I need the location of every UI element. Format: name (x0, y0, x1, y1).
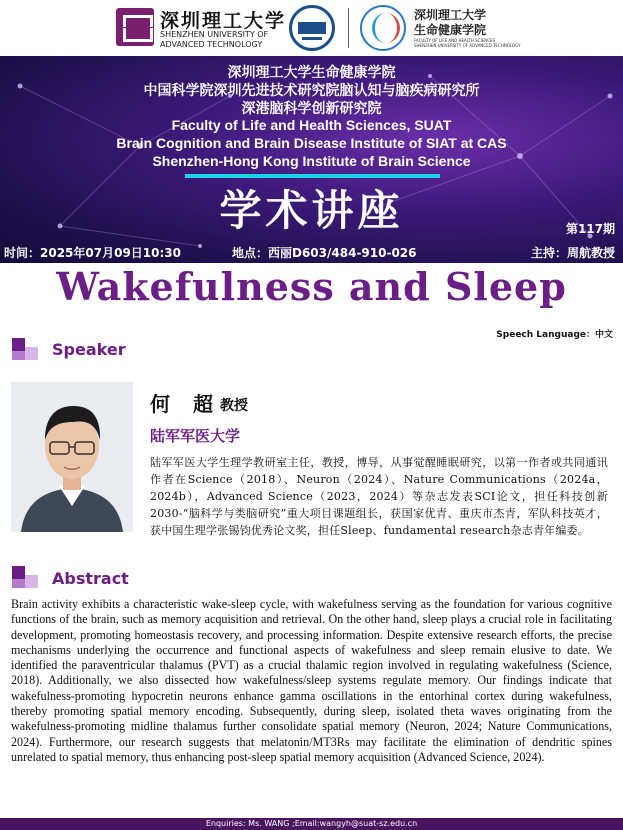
event-info-row (0, 242, 623, 263)
org-en-2: Brain Cognition and Brain Disease Institute of SIAT at CAS (116, 135, 507, 151)
suat-name-cn: 深圳理工大学 (160, 10, 287, 32)
footer-enquiries: Enquiries: Ms. WANG ;Email:wangyh@suat-sz.edu.cn (0, 818, 623, 830)
speaker-photo (11, 382, 133, 532)
school-seal-icon (360, 5, 406, 51)
logo-bar (0, 0, 623, 56)
event-time: 时间：2025年07月09日10:30 (4, 246, 181, 260)
org-cn-1: 深圳理工大学生命健康学院 (227, 64, 396, 80)
section-squares-icon (12, 566, 40, 588)
speaker-bio: 陆军军医大学生理学教研室主任，教授，博导，从事觉醒睡眠研究，以第一作者或共同通讯作者在Science（2018）、Neuron（2024）、Nature Communications（2024a，2024b），Advanced Science（2023，2024）等杂志发表SCI论文，担任科技创新2030-“脑科学与类脑研究”重大项目课题组长，获国家优青、重庆市杰青，军队科技英才，获中国生理学张锡钧优秀论文奖，担任Sleep、fundamental research杂志青年编委。 (150, 456, 608, 537)
logo-divider (348, 8, 349, 48)
talk-title: Wakefulness and Sleep (56, 264, 567, 309)
lecture-title: 学术讲座 (219, 186, 404, 235)
school-name-en: FACULTY OF LIFE AND HEALTH SCIENCES SHENZHEN UNIVERSITY OF ADVANCED TECHNOLOGY (414, 38, 521, 48)
speaker-name: 何 超 (150, 392, 221, 416)
speaker-affiliation: 陆军军医大学 (150, 427, 241, 445)
section-squares-icon (12, 338, 40, 360)
org-cn-3: 深港脑科学创新研究院 (241, 100, 382, 116)
abstract-text: Brain activity exhibits a characteristic wake-sleep cycle, with wakefulness serving as the foundation for various cognitive functions of the brain, such as memory acquisition and retrieval. On the other hand, sleep plays a crucial role in facilitating development, promoting homeostasis recovery, and processing information. Despite extensive research efforts, the precise mechanisms underlying the occurrence and functional aspects of wakefulness and sleep remain elusive to date. We identified the paraventricular thalamus (PVT) as a crucial thalamic region involved in regulating wakefulness (Science, 2018). Additionally, we also dissected how wakefulness/sleep systems regulate memory. Our findings indicate that wakefulness-promoting hypocretin neurons enhance gamma oscillations in the entorhinal cortex during wakefulness, thereby promoting spatial memory encoding. Subsequently, during sleep, isolated theta waves originating from the wakefulness-promoting midline thalamus further consolidate spatial memory (Neuron, 2024; Nature Communications, 2024). Furthermore, our research suggests that melatonin/MT3Rs may facilitate the elimination of dendritic spines unrelated to spatial memory, thus enhancing post-sleep spatial memory acquisition (Advanced Science, 2024). (11, 597, 612, 764)
header-banner (0, 56, 623, 263)
abstract-heading: Abstract (52, 569, 129, 588)
org-en-3: Shenzhen-Hong Kong Institute of Brain Science (152, 153, 471, 169)
suat-name-en: SHENZHEN UNIVERSITY OF ADVANCED TECHNOLOGY (160, 30, 269, 49)
event-location: 地点：西丽D603/484-910-026 (232, 246, 417, 260)
issue-number: 第117期 (565, 222, 615, 236)
org-en-1: Faculty of Life and Health Sciences, SUAT (171, 117, 452, 133)
speech-language: Speech Language：中文 (496, 330, 613, 340)
speaker-title: 教授 (220, 398, 248, 414)
speaker-heading: Speaker (52, 340, 126, 359)
suat-logo-icon (116, 8, 154, 46)
event-host: 主持：周航教授 (530, 246, 615, 260)
org-cn-2: 中国科学院深圳先进技术研究院脑认知与脑疾病研究所 (143, 82, 480, 98)
siat-seal-icon (289, 5, 335, 51)
school-name-cn: 深圳理工大学 生命健康学院 (414, 8, 487, 37)
